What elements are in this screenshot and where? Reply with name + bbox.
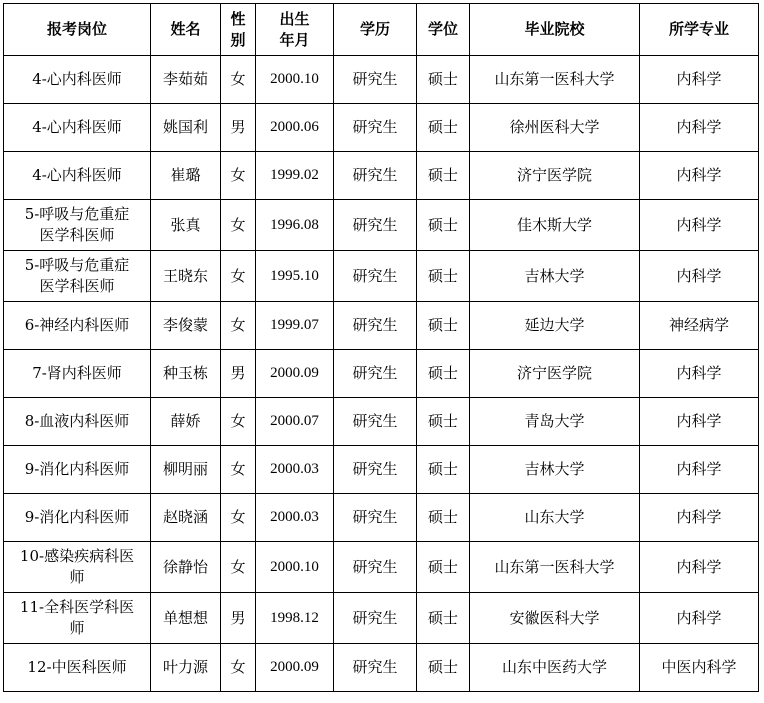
table-row [4, 593, 759, 644]
cell-degree: 硕士 [417, 644, 470, 692]
cell-gender: 女 [221, 200, 256, 251]
cell-birth: 1999.02 [256, 152, 334, 200]
cell-post: 7-肾内科医师 [4, 350, 151, 398]
header-major: 所学专业 [640, 4, 759, 56]
cell-birth: 2000.10 [256, 542, 334, 593]
cell-name: 李俊蒙 [151, 302, 221, 350]
table-row [4, 152, 759, 200]
cell-major: 内科学 [640, 104, 759, 152]
table-row [4, 104, 759, 152]
cell-name: 张真 [151, 200, 221, 251]
cell-degree: 硕士 [417, 200, 470, 251]
table-row [4, 302, 759, 350]
cell-gender: 男 [221, 593, 256, 644]
cell-education: 研究生 [334, 446, 417, 494]
header-school: 毕业院校 [470, 4, 640, 56]
cell-post: 9-消化内科医师 [4, 494, 151, 542]
cell-gender: 女 [221, 644, 256, 692]
header-birth: 出生 年月 [256, 4, 334, 56]
cell-birth: 2000.07 [256, 398, 334, 446]
cell-school: 山东第一医科大学 [470, 542, 640, 593]
cell-major: 内科学 [640, 152, 759, 200]
cell-degree: 硕士 [417, 446, 470, 494]
cell-name: 柳明丽 [151, 446, 221, 494]
cell-school: 安徽医科大学 [470, 593, 640, 644]
cell-birth: 1995.10 [256, 251, 334, 302]
cell-education: 研究生 [334, 398, 417, 446]
cell-name: 种玉栋 [151, 350, 221, 398]
cell-degree: 硕士 [417, 302, 470, 350]
cell-school: 山东第一医科大学 [470, 56, 640, 104]
header-gender: 性 别 [221, 4, 256, 56]
cell-degree: 硕士 [417, 251, 470, 302]
cell-degree: 硕士 [417, 542, 470, 593]
cell-school: 山东大学 [470, 494, 640, 542]
cell-education: 研究生 [334, 251, 417, 302]
cell-name: 薛娇 [151, 398, 221, 446]
cell-name: 叶力源 [151, 644, 221, 692]
header-education: 学历 [334, 4, 417, 56]
cell-birth: 2000.09 [256, 644, 334, 692]
cell-degree: 硕士 [417, 152, 470, 200]
cell-degree: 硕士 [417, 56, 470, 104]
cell-post: 4-心内科医师 [4, 152, 151, 200]
table-row [4, 542, 759, 593]
cell-education: 研究生 [334, 104, 417, 152]
header-degree: 学位 [417, 4, 470, 56]
table-row [4, 200, 759, 251]
cell-degree: 硕士 [417, 593, 470, 644]
cell-post: 8-血液内科医师 [4, 398, 151, 446]
cell-education: 研究生 [334, 350, 417, 398]
candidates-table [3, 3, 759, 692]
cell-major: 内科学 [640, 593, 759, 644]
cell-birth: 1998.12 [256, 593, 334, 644]
header-row [4, 4, 759, 56]
cell-name: 徐静怡 [151, 542, 221, 593]
cell-school: 济宁医学院 [470, 152, 640, 200]
cell-name: 王晓东 [151, 251, 221, 302]
table-row [4, 446, 759, 494]
table-row [4, 350, 759, 398]
cell-education: 研究生 [334, 593, 417, 644]
cell-degree: 硕士 [417, 494, 470, 542]
cell-name: 单想想 [151, 593, 221, 644]
cell-degree: 硕士 [417, 104, 470, 152]
cell-degree: 硕士 [417, 350, 470, 398]
table-row [4, 644, 759, 692]
cell-education: 研究生 [334, 152, 417, 200]
cell-major: 神经病学 [640, 302, 759, 350]
cell-gender: 女 [221, 251, 256, 302]
cell-gender: 女 [221, 302, 256, 350]
cell-birth: 2000.09 [256, 350, 334, 398]
cell-name: 崔璐 [151, 152, 221, 200]
cell-post: 9-消化内科医师 [4, 446, 151, 494]
table-row [4, 56, 759, 104]
cell-birth: 2000.10 [256, 56, 334, 104]
cell-school: 吉林大学 [470, 446, 640, 494]
cell-post: 10-感染疾病科医 师 [4, 542, 151, 593]
cell-post: 4-心内科医师 [4, 56, 151, 104]
cell-school: 延边大学 [470, 302, 640, 350]
cell-gender: 女 [221, 56, 256, 104]
table-row [4, 398, 759, 446]
cell-education: 研究生 [334, 200, 417, 251]
cell-name: 姚国利 [151, 104, 221, 152]
cell-education: 研究生 [334, 302, 417, 350]
cell-birth: 2000.03 [256, 494, 334, 542]
cell-gender: 男 [221, 350, 256, 398]
cell-major: 内科学 [640, 350, 759, 398]
cell-gender: 女 [221, 446, 256, 494]
cell-birth: 1996.08 [256, 200, 334, 251]
cell-school: 青岛大学 [470, 398, 640, 446]
cell-school: 山东中医药大学 [470, 644, 640, 692]
header-post: 报考岗位 [4, 4, 151, 56]
cell-post: 5-呼吸与危重症 医学科医师 [4, 251, 151, 302]
table-row [4, 494, 759, 542]
cell-school: 济宁医学院 [470, 350, 640, 398]
header-name: 姓名 [151, 4, 221, 56]
cell-name: 赵晓涵 [151, 494, 221, 542]
cell-gender: 男 [221, 104, 256, 152]
cell-birth: 1999.07 [256, 302, 334, 350]
cell-education: 研究生 [334, 494, 417, 542]
cell-gender: 女 [221, 542, 256, 593]
cell-major: 内科学 [640, 56, 759, 104]
cell-major: 内科学 [640, 542, 759, 593]
cell-major: 内科学 [640, 494, 759, 542]
cell-school: 吉林大学 [470, 251, 640, 302]
cell-education: 研究生 [334, 56, 417, 104]
cell-post: 11-全科医学科医 师 [4, 593, 151, 644]
cell-major: 内科学 [640, 398, 759, 446]
cell-school: 佳木斯大学 [470, 200, 640, 251]
cell-post: 12-中医科医师 [4, 644, 151, 692]
cell-post: 6-神经内科医师 [4, 302, 151, 350]
cell-post: 5-呼吸与危重症 医学科医师 [4, 200, 151, 251]
cell-birth: 2000.06 [256, 104, 334, 152]
cell-gender: 女 [221, 494, 256, 542]
cell-major: 内科学 [640, 251, 759, 302]
cell-post: 4-心内科医师 [4, 104, 151, 152]
cell-gender: 女 [221, 152, 256, 200]
cell-gender: 女 [221, 398, 256, 446]
cell-degree: 硕士 [417, 398, 470, 446]
cell-birth: 2000.03 [256, 446, 334, 494]
cell-education: 研究生 [334, 644, 417, 692]
table-row [4, 251, 759, 302]
cell-school: 徐州医科大学 [470, 104, 640, 152]
cell-education: 研究生 [334, 542, 417, 593]
cell-major: 内科学 [640, 200, 759, 251]
cell-name: 李茹茹 [151, 56, 221, 104]
cell-major: 内科学 [640, 446, 759, 494]
cell-major: 中医内科学 [640, 644, 759, 692]
